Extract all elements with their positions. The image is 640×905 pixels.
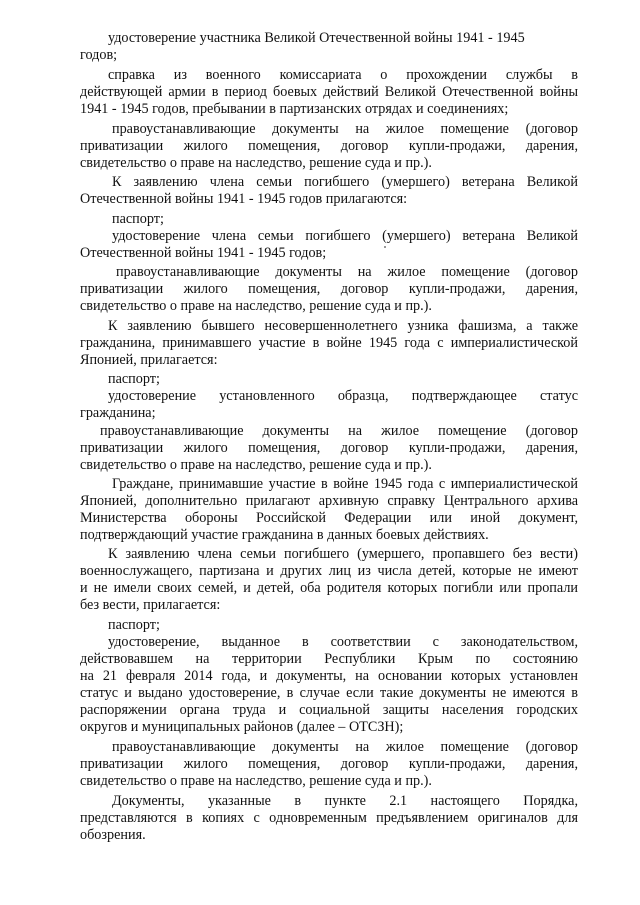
- text-line: гражданина, принимавшего участие в войне 1945 года с империалистической: [80, 335, 578, 351]
- text-line: удостоверение, выданное в соответствии с законодательством,: [108, 634, 578, 650]
- scan-speck: [384, 246, 386, 248]
- text-line: Министерства обороны Российской Федерации или иной документ,: [80, 510, 578, 526]
- text-line: удостоверение члена семьи погибшего (умершего) ветерана Великой: [112, 228, 578, 244]
- text-line: паспорт;: [108, 617, 160, 633]
- text-line: действовавшем на территории Республики Крым по состоянию: [80, 651, 578, 667]
- text-line: приватизации жилого помещения, договор купли-продажи, дарения,: [80, 281, 578, 297]
- text-line: свидетельство о праве на наследство, решение суда и пр.).: [80, 773, 432, 789]
- text-line: свидетельство о праве на наследство, решение суда и пр.).: [80, 155, 432, 171]
- text-line: Граждане, принимавшие участие в войне 1945 года с империалистической: [112, 476, 578, 492]
- text-line: 1941 - 1945 годов, пребывании в партизанских отрядах и соединениях;: [80, 101, 509, 117]
- text-line: военнослужащего, партизана и других лиц из числа детей, которые не имеют: [80, 563, 578, 579]
- text-line: приватизации жилого помещения, договор купли-продажи, дарения,: [80, 756, 578, 772]
- text-line: К заявлению бывшего несовершеннолетнего узника фашизма, а также: [108, 318, 578, 334]
- text-line: правоустанавливающие документы на жилое помещение (договор: [112, 121, 578, 137]
- text-line: Японией, дополнительно прилагают архивную справку Центрального архива: [80, 493, 578, 509]
- text-line: представляются в копиях с одновременным предъявлением оригиналов для: [80, 810, 578, 826]
- text-line: распоряжении органа труда и социальной защиты населения городских: [80, 702, 578, 718]
- text-line: свидетельство о праве на наследство, решение суда и пр.).: [80, 298, 432, 314]
- text-line: правоустанавливающие документы на жилое помещение (договор: [112, 739, 578, 755]
- text-line: гражданина;: [80, 405, 156, 421]
- text-line: годов;: [80, 47, 118, 63]
- text-line: паспорт;: [112, 211, 164, 227]
- text-line: К заявлению члена семьи погибшего (умершего) ветерана Великой: [112, 174, 578, 190]
- text-line: удостоверение установленного образца, подтверждающее статус: [108, 388, 578, 404]
- text-line: обозрения.: [80, 827, 146, 843]
- text-line: справка из военного комиссариата о прохождении службы в: [108, 67, 578, 83]
- text-line: на 21 февраля 2014 года, и документы, на основании которых установлен: [80, 668, 578, 684]
- text-line: и не имели своих семей, и детей, оба родителя которых погибли или пропали: [80, 580, 578, 596]
- text-line: приватизации жилого помещения, договор купли-продажи, дарения,: [80, 138, 578, 154]
- text-line: правоустанавливающие документы на жилое помещение (договор: [100, 423, 578, 439]
- text-line: К заявлению члена семьи погибшего (умершего, пропавшего без вести): [108, 546, 578, 562]
- text-line: Отечественной войны 1941 - 1945 годов;: [80, 245, 327, 261]
- text-line: Японией, прилагается:: [80, 352, 218, 368]
- text-line: правоустанавливающие документы на жилое помещение (договор: [116, 264, 578, 280]
- text-line: округов и муниципальных районов (далее – ОТСЗН);: [80, 719, 404, 735]
- text-line: подтверждающий участие гражданина в данных боевых действиях.: [80, 527, 489, 543]
- text-line: действующей армии в период боевых действий Великой Отечественной войны: [80, 84, 578, 100]
- text-line: Отечественной войны 1941 - 1945 годов прилагаются:: [80, 191, 408, 207]
- text-line: Документы, указанные в пункте 2.1 настоящего Порядка,: [112, 793, 578, 809]
- text-line: свидетельство о праве на наследство, решение суда и пр.).: [80, 457, 432, 473]
- text-line: паспорт;: [108, 371, 160, 387]
- text-line: приватизации жилого помещения, договор купли-продажи, дарения,: [80, 440, 578, 456]
- text-line: удостоверение участника Великой Отечественной войны 1941 - 1945: [108, 30, 525, 46]
- text-line: без вести, прилагается:: [80, 597, 221, 613]
- text-line: статус и выдано удостоверение, в случае если такие документы не имеются в: [80, 685, 578, 701]
